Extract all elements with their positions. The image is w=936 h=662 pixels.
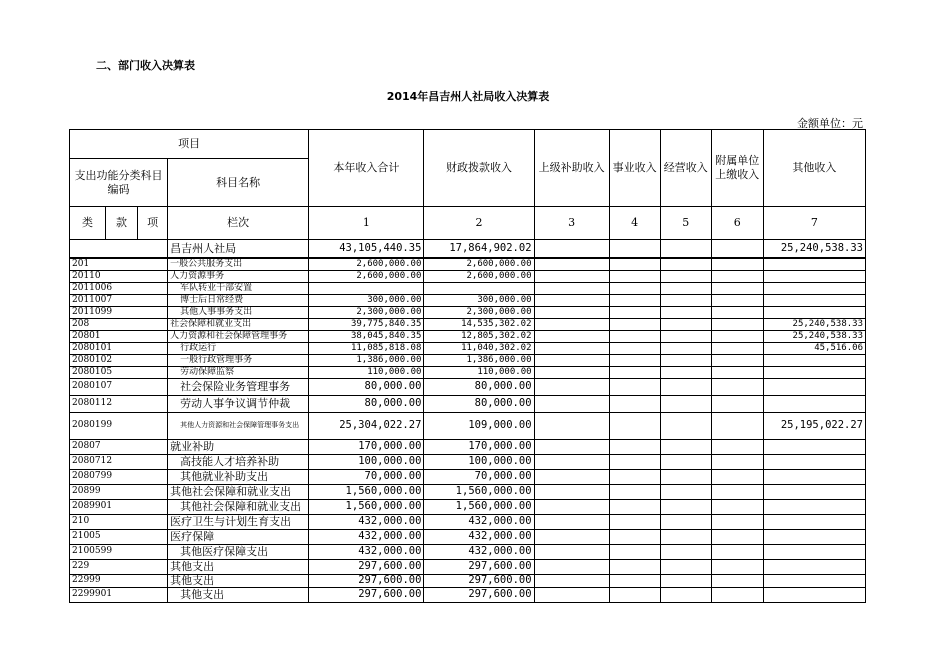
row-total: 297,600.00: [309, 587, 424, 602]
row-superior: [534, 330, 609, 342]
summary-fiscal: 17,864,902.02: [424, 240, 534, 258]
row-subject-name: 劳动保障监察: [168, 366, 309, 378]
col-num-2: 2: [424, 207, 534, 240]
row-code: 2080107: [70, 378, 168, 395]
col-num-6: 6: [711, 207, 763, 240]
row-subject-name: 一般公共服务支出: [168, 258, 309, 271]
row-business: [609, 270, 660, 282]
table-row: [70, 342, 866, 354]
row-total: 2,300,000.00: [309, 306, 424, 318]
table-row: [70, 306, 866, 318]
row-fiscal: 109,000.00: [424, 412, 534, 439]
row-business: [609, 366, 660, 378]
row-business: [609, 378, 660, 395]
row-code: 20110: [70, 270, 168, 282]
row-superior: [534, 484, 609, 499]
table-row: [70, 587, 866, 602]
row-code: 2080102: [70, 354, 168, 366]
header-other: 其他收入: [763, 130, 865, 207]
row-business: [609, 282, 660, 294]
row-fiscal: 1,560,000.00: [424, 484, 534, 499]
row-subject-name: 其他社会保障和就业支出: [168, 484, 309, 499]
table-row: [70, 330, 866, 342]
table-row: [70, 395, 866, 412]
row-operating: [660, 270, 711, 282]
row-affiliated: [711, 514, 763, 529]
row-operating: [660, 469, 711, 484]
row-superior: [534, 282, 609, 294]
row-operating: [660, 330, 711, 342]
row-code: 2080112: [70, 395, 168, 412]
row-total: 80,000.00: [309, 395, 424, 412]
row-subject-name: 人力资源事务: [168, 270, 309, 282]
row-business: [609, 574, 660, 587]
row-other: [763, 484, 865, 499]
row-affiliated: [711, 529, 763, 544]
row-operating: [660, 306, 711, 318]
row-affiliated: [711, 354, 763, 366]
row-other: [763, 454, 865, 469]
row-operating: [660, 395, 711, 412]
row-business: [609, 559, 660, 574]
row-total: 39,775,840.35: [309, 318, 424, 330]
table-row: [70, 544, 866, 559]
table-row: [70, 559, 866, 574]
row-superior: [534, 587, 609, 602]
col-num-5: 5: [660, 207, 711, 240]
row-subject-name: 其他支出: [168, 587, 309, 602]
row-other: 45,516.06: [763, 342, 865, 354]
row-code: 2080799: [70, 469, 168, 484]
row-code: 22999: [70, 574, 168, 587]
row-affiliated: [711, 587, 763, 602]
row-subject-name: 其他人事事务支出: [168, 306, 309, 318]
row-total: 110,000.00: [309, 366, 424, 378]
row-subject-name: 人力资源和社会保障管理事务: [168, 330, 309, 342]
row-code: 208: [70, 318, 168, 330]
table-row: [70, 318, 866, 330]
row-business: [609, 342, 660, 354]
summary-name: 昌吉州人社局: [168, 240, 309, 258]
row-code: 201: [70, 258, 168, 271]
row-subject-name: 就业补助: [168, 439, 309, 454]
row-other: [763, 282, 865, 294]
table-row: [70, 270, 866, 282]
row-affiliated: [711, 544, 763, 559]
summary-row: [70, 240, 866, 258]
row-total: [309, 282, 424, 294]
row-total: 11,085,818.08: [309, 342, 424, 354]
row-affiliated: [711, 282, 763, 294]
row-other: [763, 439, 865, 454]
header-affiliated: 附属单位上缴收入: [711, 130, 763, 207]
row-affiliated: [711, 270, 763, 282]
col-num-4: 4: [609, 207, 660, 240]
row-affiliated: [711, 454, 763, 469]
row-subject-name: 社会保障和就业支出: [168, 318, 309, 330]
row-other: [763, 559, 865, 574]
row-total: 432,000.00: [309, 544, 424, 559]
row-other: [763, 574, 865, 587]
row-total: 80,000.00: [309, 378, 424, 395]
row-code: 2089901: [70, 499, 168, 514]
col-num-3: 3: [534, 207, 609, 240]
row-operating: [660, 366, 711, 378]
row-other: [763, 544, 865, 559]
row-operating: [660, 282, 711, 294]
row-total: 1,386,000.00: [309, 354, 424, 366]
row-subject-name: 其他社会保障和就业支出: [168, 499, 309, 514]
row-business: [609, 318, 660, 330]
row-operating: [660, 484, 711, 499]
header-business: 事业收入: [609, 130, 660, 207]
row-superior: [534, 469, 609, 484]
row-superior: [534, 258, 609, 271]
row-subject-name: 高技能人才培养补助: [168, 454, 309, 469]
row-operating: [660, 587, 711, 602]
row-subject-name: 行政运行: [168, 342, 309, 354]
row-affiliated: [711, 559, 763, 574]
summary-total: 43,105,440.35: [309, 240, 424, 258]
row-total: 297,600.00: [309, 574, 424, 587]
header-xiang: 项: [138, 207, 168, 240]
row-code: 21005: [70, 529, 168, 544]
section-heading: 二、部门收入决算表: [96, 59, 195, 72]
row-affiliated: [711, 306, 763, 318]
header-item: 项目: [70, 130, 309, 159]
row-fiscal: 1,560,000.00: [424, 499, 534, 514]
summary-affiliated: [711, 240, 763, 258]
row-superior: [534, 306, 609, 318]
row-business: [609, 529, 660, 544]
row-other: [763, 378, 865, 395]
row-superior: [534, 342, 609, 354]
row-total: 1,560,000.00: [309, 484, 424, 499]
row-fiscal: 297,600.00: [424, 574, 534, 587]
row-affiliated: [711, 294, 763, 306]
table-row: [70, 294, 866, 306]
row-code: 2011006: [70, 282, 168, 294]
row-superior: [534, 270, 609, 282]
row-superior: [534, 366, 609, 378]
row-total: 2,600,000.00: [309, 258, 424, 271]
row-code: 2080101: [70, 342, 168, 354]
row-fiscal: 2,600,000.00: [424, 258, 534, 271]
row-operating: [660, 354, 711, 366]
table-row: [70, 499, 866, 514]
row-fiscal: 297,600.00: [424, 587, 534, 602]
row-other: [763, 395, 865, 412]
row-business: [609, 395, 660, 412]
row-affiliated: [711, 439, 763, 454]
row-business: [609, 354, 660, 366]
row-operating: [660, 342, 711, 354]
row-operating: [660, 378, 711, 395]
table-row: [70, 378, 866, 395]
row-other: [763, 469, 865, 484]
row-other: 25,195,022.27: [763, 412, 865, 439]
row-fiscal: 432,000.00: [424, 544, 534, 559]
row-code: 210: [70, 514, 168, 529]
row-other: 25,240,538.33: [763, 318, 865, 330]
row-subject-name: 军队转业干部安置: [168, 282, 309, 294]
row-code: 2299901: [70, 587, 168, 602]
summary-code: [70, 240, 168, 258]
row-total: 70,000.00: [309, 469, 424, 484]
summary-operating: [660, 240, 711, 258]
row-superior: [534, 354, 609, 366]
row-superior: [534, 514, 609, 529]
row-affiliated: [711, 342, 763, 354]
row-other: [763, 499, 865, 514]
row-operating: [660, 454, 711, 469]
table-row: [70, 529, 866, 544]
row-affiliated: [711, 484, 763, 499]
table-row: [70, 439, 866, 454]
row-fiscal: 80,000.00: [424, 395, 534, 412]
row-code: 2011099: [70, 306, 168, 318]
summary-other: 25,240,538.33: [763, 240, 865, 258]
row-subject-name: 其他就业补助支出: [168, 469, 309, 484]
row-superior: [534, 454, 609, 469]
row-subject-name: 其他医疗保障支出: [168, 544, 309, 559]
row-operating: [660, 559, 711, 574]
header-fiscal: 财政拨款收入: [424, 130, 534, 207]
col-num-7: 7: [763, 207, 865, 240]
row-fiscal: 2,600,000.00: [424, 270, 534, 282]
row-operating: [660, 439, 711, 454]
row-subject-name: 医疗卫生与计划生育支出: [168, 514, 309, 529]
row-other: [763, 306, 865, 318]
row-operating: [660, 294, 711, 306]
row-superior: [534, 294, 609, 306]
row-affiliated: [711, 330, 763, 342]
row-subject-name: 社会保险业务管理事务: [168, 378, 309, 395]
row-total: 100,000.00: [309, 454, 424, 469]
row-affiliated: [711, 395, 763, 412]
table-row: [70, 366, 866, 378]
table-row: [70, 514, 866, 529]
header-kuan: 款: [106, 207, 138, 240]
row-subject-name: 博士后日常经费: [168, 294, 309, 306]
row-affiliated: [711, 412, 763, 439]
row-total: 170,000.00: [309, 439, 424, 454]
row-other: 25,240,538.33: [763, 330, 865, 342]
row-operating: [660, 529, 711, 544]
row-total: 38,045,840.35: [309, 330, 424, 342]
row-business: [609, 412, 660, 439]
row-other: [763, 294, 865, 306]
row-code: 20899: [70, 484, 168, 499]
row-code: 20807: [70, 439, 168, 454]
row-fiscal: 300,000.00: [424, 294, 534, 306]
row-fiscal: 432,000.00: [424, 514, 534, 529]
row-code: 2011007: [70, 294, 168, 306]
row-business: [609, 330, 660, 342]
row-fiscal: 11,040,302.02: [424, 342, 534, 354]
row-affiliated: [711, 258, 763, 271]
row-fiscal: 14,535,302.02: [424, 318, 534, 330]
header-subject-name: 科目名称: [168, 159, 309, 207]
row-operating: [660, 574, 711, 587]
row-fiscal: 70,000.00: [424, 469, 534, 484]
row-total: 300,000.00: [309, 294, 424, 306]
row-code: 2080199: [70, 412, 168, 439]
row-code: 2080712: [70, 454, 168, 469]
summary-business: [609, 240, 660, 258]
table-row: [70, 484, 866, 499]
row-affiliated: [711, 378, 763, 395]
row-total: 2,600,000.00: [309, 270, 424, 282]
row-business: [609, 484, 660, 499]
row-fiscal: 100,000.00: [424, 454, 534, 469]
row-code: 2100599: [70, 544, 168, 559]
row-affiliated: [711, 499, 763, 514]
table-row: [70, 412, 866, 439]
row-superior: [534, 559, 609, 574]
row-superior: [534, 574, 609, 587]
row-subject-name: 医疗保障: [168, 529, 309, 544]
row-operating: [660, 318, 711, 330]
header-total: 本年收入合计: [309, 130, 424, 207]
row-other: [763, 354, 865, 366]
row-fiscal: 297,600.00: [424, 559, 534, 574]
row-fiscal: 2,300,000.00: [424, 306, 534, 318]
row-code: 229: [70, 559, 168, 574]
row-fiscal: 432,000.00: [424, 529, 534, 544]
table-title: 2014年昌吉州人社局收入决算表: [386, 90, 550, 103]
row-business: [609, 439, 660, 454]
summary-superior: [534, 240, 609, 258]
row-subject-name: 其他人力资源和社会保障管理事务支出: [168, 412, 309, 439]
row-subject-name: 一般行政管理事务: [168, 354, 309, 366]
row-subject-name: 其他支出: [168, 559, 309, 574]
table-row: [70, 454, 866, 469]
row-fiscal: 110,000.00: [424, 366, 534, 378]
row-business: [609, 544, 660, 559]
row-fiscal: 1,386,000.00: [424, 354, 534, 366]
row-code: 20801: [70, 330, 168, 342]
header-code-group: 支出功能分类科目编码: [70, 159, 168, 207]
row-other: [763, 366, 865, 378]
row-business: [609, 499, 660, 514]
row-superior: [534, 378, 609, 395]
row-operating: [660, 499, 711, 514]
row-other: [763, 529, 865, 544]
row-business: [609, 258, 660, 271]
row-total: 432,000.00: [309, 514, 424, 529]
row-business: [609, 587, 660, 602]
row-other: [763, 258, 865, 271]
row-fiscal: [424, 282, 534, 294]
header-operating: 经营收入: [660, 130, 711, 207]
row-operating: [660, 412, 711, 439]
row-business: [609, 469, 660, 484]
row-fiscal: 80,000.00: [424, 378, 534, 395]
row-fiscal: 170,000.00: [424, 439, 534, 454]
table-row: [70, 469, 866, 484]
row-superior: [534, 412, 609, 439]
row-superior: [534, 529, 609, 544]
row-superior: [534, 544, 609, 559]
table-row: [70, 354, 866, 366]
table-row: [70, 574, 866, 587]
row-operating: [660, 544, 711, 559]
row-business: [609, 514, 660, 529]
col-num-1: 1: [309, 207, 424, 240]
row-superior: [534, 499, 609, 514]
row-other: [763, 270, 865, 282]
row-operating: [660, 514, 711, 529]
row-other: [763, 587, 865, 602]
row-total: 432,000.00: [309, 529, 424, 544]
row-subject-name: 劳动人事争议调节仲裁: [168, 395, 309, 412]
table-row: [70, 258, 866, 271]
row-operating: [660, 258, 711, 271]
row-other: [763, 514, 865, 529]
row-affiliated: [711, 366, 763, 378]
row-total: 25,304,022.27: [309, 412, 424, 439]
unit-label: 金额单位：元: [797, 117, 863, 130]
row-superior: [534, 395, 609, 412]
row-fiscal: 12,805,302.02: [424, 330, 534, 342]
header-superior: 上级补助收入: [534, 130, 609, 207]
row-superior: [534, 318, 609, 330]
row-affiliated: [711, 574, 763, 587]
row-affiliated: [711, 469, 763, 484]
row-total: 297,600.00: [309, 559, 424, 574]
row-affiliated: [711, 318, 763, 330]
row-business: [609, 454, 660, 469]
header-lei: 类: [70, 207, 106, 240]
row-subject-name: 其他支出: [168, 574, 309, 587]
row-total: 1,560,000.00: [309, 499, 424, 514]
row-business: [609, 306, 660, 318]
income-table: [69, 129, 866, 603]
row-business: [609, 294, 660, 306]
table-row: [70, 282, 866, 294]
row-superior: [534, 439, 609, 454]
row-code: 2080105: [70, 366, 168, 378]
header-lanci: 栏次: [168, 207, 309, 240]
